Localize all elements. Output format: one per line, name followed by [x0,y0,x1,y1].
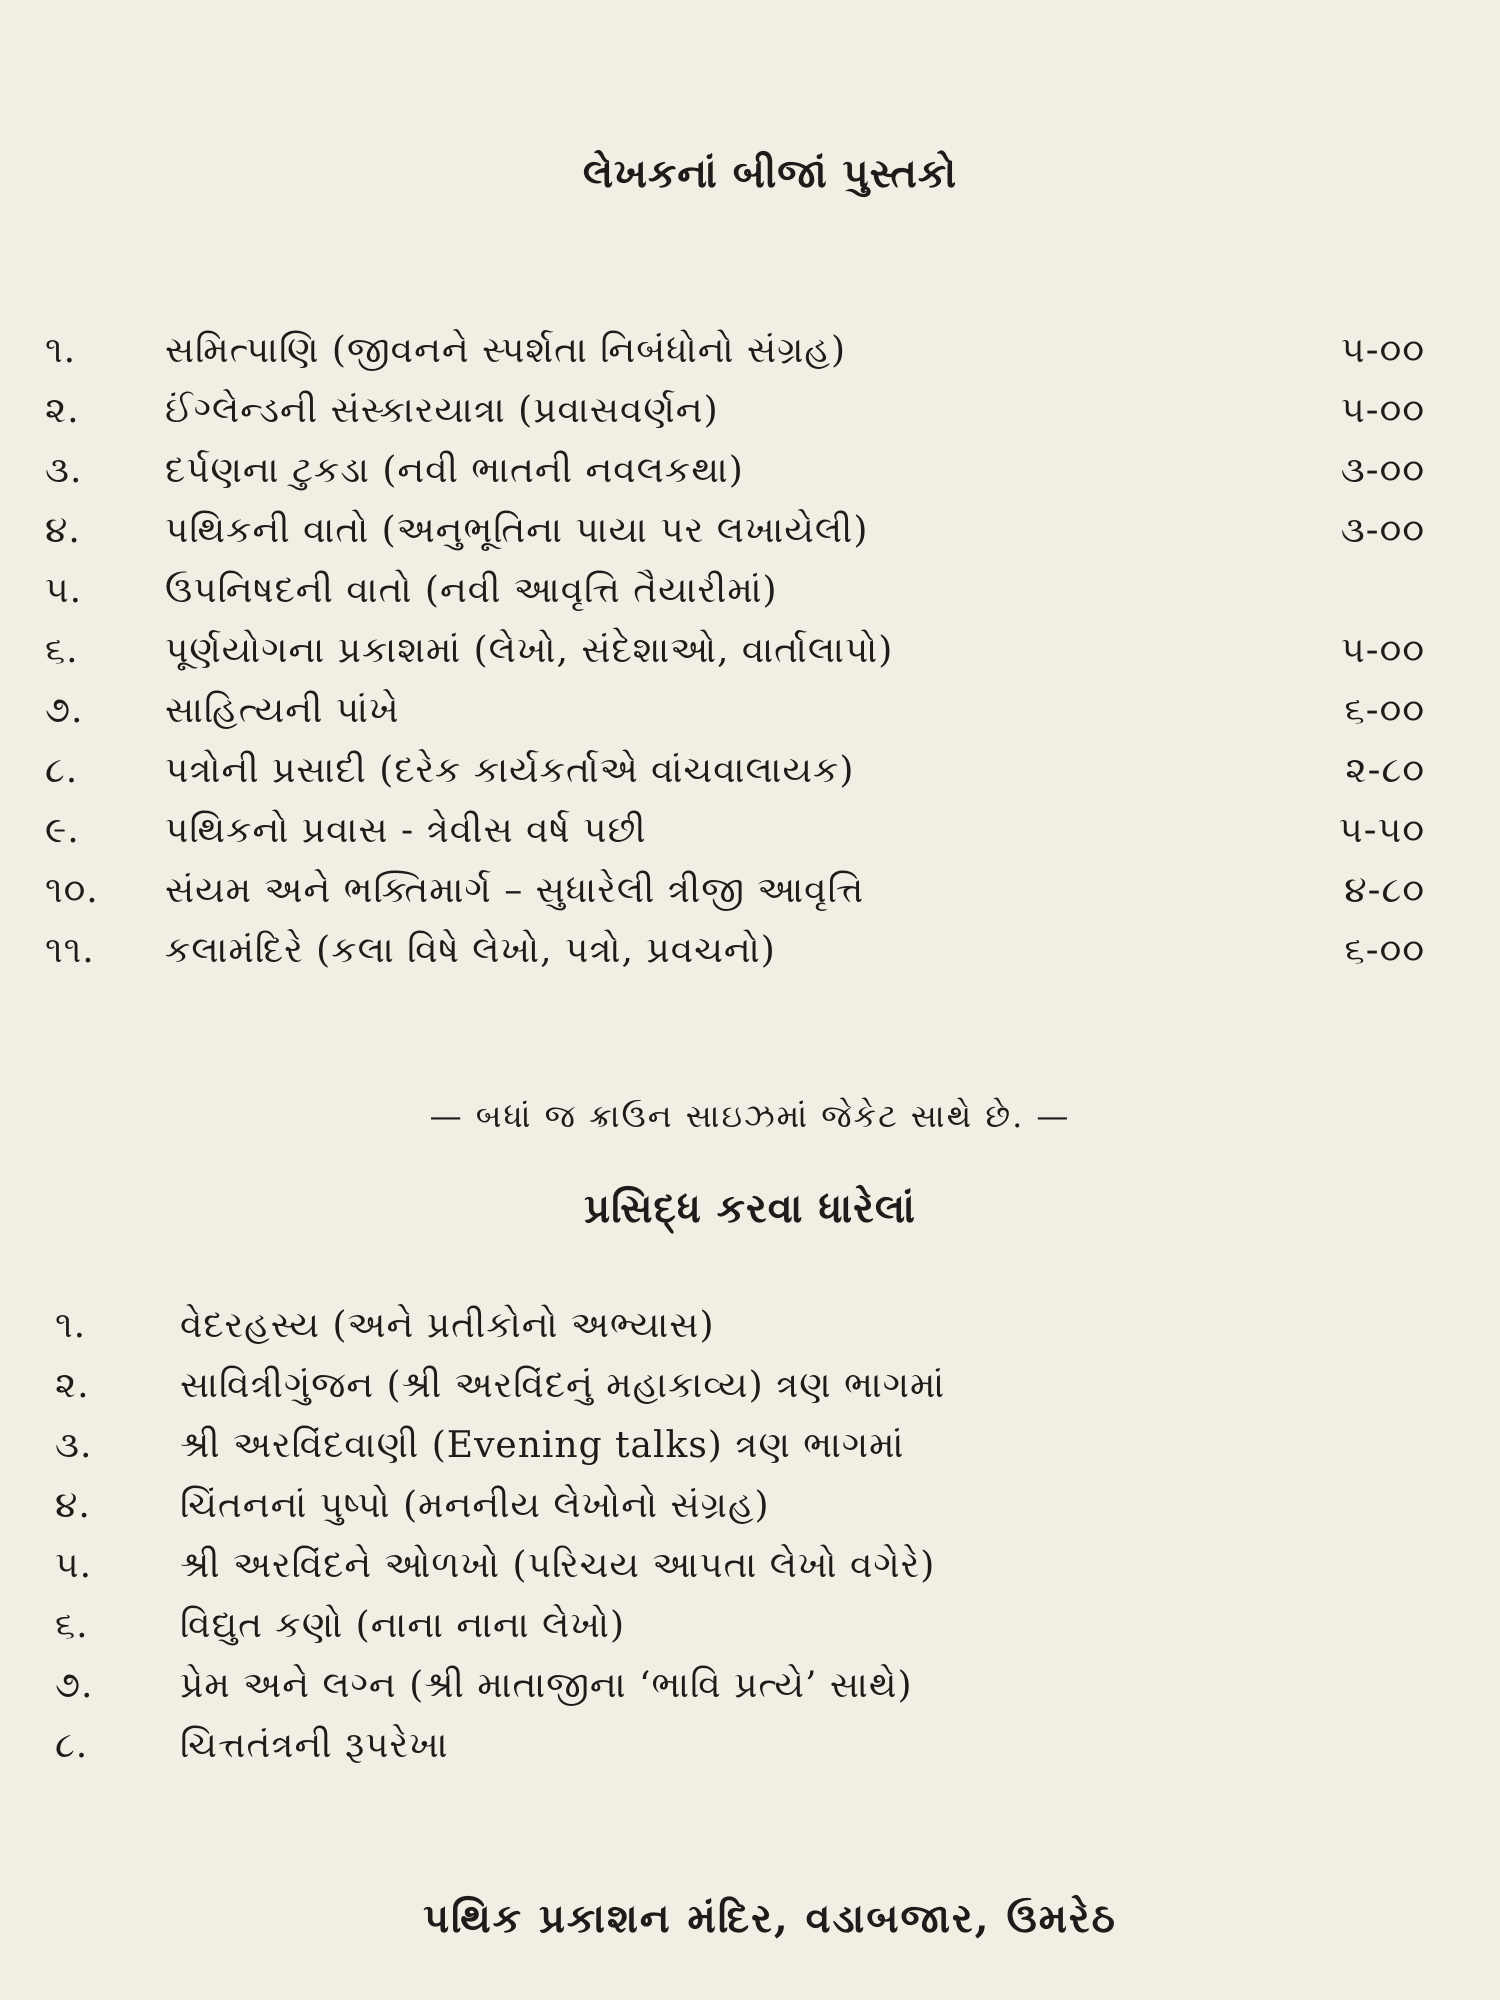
planned-title: શ્રી અરવિંદને ઓળખો (પરિચય આપતા લેખો વગેરે) [180,1545,936,1586]
main-heading: લેખકનાં બીજાં પુસ્તકો [582,150,958,197]
book-number: ૭. [45,690,84,731]
book-title: કલામંદિરે (કલા વિષે લેખો, પત્રો, પ્રવચનો) [165,930,776,971]
book-title: સમિત્પાણિ (જીવનને સ્પર્શતા નિબંધોનો સંગ્રહ) [165,330,847,371]
book-title: પત્રોની પ્રસાદી (દરેક કાર્યકર્તાએ વાંચવાલાયક) [165,750,855,791]
book-title: દર્પણના ટુકડા (નવી ભાતની નવલકથા) [165,450,744,491]
book-number: ૬. [45,630,79,671]
book-number: ૪. [45,510,81,551]
book-row-2 [45,390,1425,450]
publisher-line: પથિક પ્રકાશન મંદિર, વડાબજાર, ઉમરેઠ [423,1895,1117,1942]
book-title: ઈંગ્લેન્ડની સંસ્કારયાત્રા (પ્રવાસવર્ણન) [165,390,719,431]
planned-title: ચિત્તતંત્રની રૂપરેખા [180,1725,449,1766]
books-list [45,330,1425,990]
book-price: ૫-૦૦ [1341,330,1425,371]
planned-row-5 [55,1545,1425,1605]
book-number: ૧૧. [45,930,95,971]
planned-title: વિદ્યુત કણો (નાના નાના લેખો) [180,1605,625,1646]
planned-title: પ્રેમ અને લગ્ન (શ્રી માતાજીના ‘ભાવિ પ્રત્યે’ સાથે) [180,1665,913,1706]
format-note: — બધાં જ ક્રાઉન સાઇઝમાં જેકેટ સાથે છે. — [429,1097,1071,1135]
book-number: ૫. [45,570,83,611]
book-title: સંયમ અને ભક્તિમાર્ગ – સુધારેલી ત્રીજી આવૃત્તિ [165,870,865,911]
book-price: ૫-૦૦ [1341,630,1425,671]
book-row-4 [45,510,1425,570]
book-price: ૨-૮૦ [1345,750,1425,791]
book-price: ૬-૦૦ [1344,930,1425,971]
book-price: ૬-૦૦ [1344,690,1425,731]
planned-row-8 [55,1725,1425,1785]
book-title: ઉપનિષદની વાતો (નવી આવૃત્તિ તૈયારીમાં) [165,570,778,611]
book-title: પથિકની વાતો (અનુભૂતિના પાયા પર લખાયેલી) [165,510,869,551]
book-number: ૩. [45,450,83,491]
book-number: ૨. [45,390,80,431]
planned-row-1 [55,1305,1425,1365]
planned-number: ૮. [55,1725,89,1766]
book-row-1 [45,330,1425,390]
book-row-10 [45,870,1425,930]
planned-row-6 [55,1605,1425,1665]
planned-row-4 [55,1485,1425,1545]
planned-row-2 [55,1365,1425,1425]
planned-list [55,1305,1425,1785]
planned-row-3 [55,1425,1425,1485]
book-number: ૯. [45,810,80,851]
book-row-5 [45,570,1425,630]
book-title: સાહિત્યની પાંખે [165,690,400,731]
book-row-9 [45,810,1425,870]
planned-title: ચિંતનનાં પુષ્પો (મનનીય લેખોનો સંગ્રહ) [180,1485,770,1526]
planned-heading: પ્રસિદ્ધ કરવા ધારેલાં [584,1185,916,1232]
book-price: ૫-૫૦ [1339,810,1425,851]
book-row-11 [45,930,1425,990]
book-row-7 [45,690,1425,750]
planned-title: શ્રી અરવિંદવાણી (Evening talks) ત્રણ ભાગમાં [180,1425,905,1466]
book-number: ૧૦. [45,870,99,911]
planned-number: ૩. [55,1425,93,1466]
book-title: પથિકનો પ્રવાસ - ત્રેવીસ વર્ષ પછી [165,810,647,851]
planned-title: સાવિત્રીગુંજન (શ્રી અરવિંદનું મહાકાવ્ય) ત્રણ ભાગમાં [180,1365,946,1406]
planned-title: વેદરહસ્ય (અને પ્રતીકોનો અભ્યાસ) [180,1305,715,1346]
planned-number: ૬. [55,1605,89,1646]
planned-number: ૫. [55,1545,93,1586]
planned-number: ૧. [55,1305,87,1346]
planned-number: ૪. [55,1485,91,1526]
book-number: ૧. [45,330,77,371]
book-row-8 [45,750,1425,810]
book-title: પૂર્ણયોગના પ્રકાશમાં (લેખો, સંદેશાઓ, વાર્તાલાપો) [165,630,894,671]
book-price: ૫-૦૦ [1341,390,1425,431]
book-row-3 [45,450,1425,510]
book-price: ૩-૦૦ [1340,450,1425,491]
planned-row-7 [55,1665,1425,1725]
book-price: ૩-૦૦ [1340,510,1425,551]
book-row-6 [45,630,1425,690]
planned-number: ૭. [55,1665,94,1706]
book-price: ૪-૮૦ [1344,870,1425,911]
planned-number: ૨. [55,1365,90,1406]
book-number: ૮. [45,750,79,791]
